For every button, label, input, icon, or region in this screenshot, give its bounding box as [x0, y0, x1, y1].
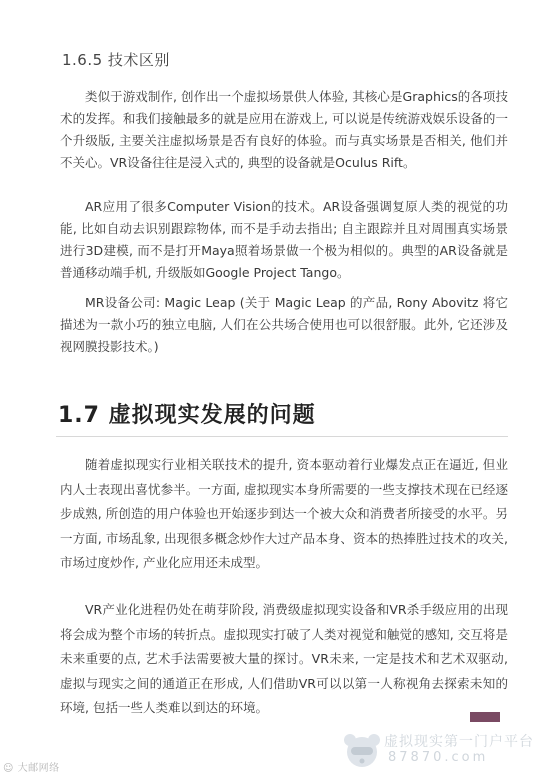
section-divider	[56, 436, 508, 437]
subsection-title: 1.6.5 技术区别	[62, 51, 170, 69]
page-corner-mark	[470, 712, 500, 722]
bear-logo-icon	[340, 728, 384, 772]
watermark-left: ☺ 大邮网络	[3, 763, 60, 774]
watermark-right	[340, 728, 550, 773]
paragraph-vr-definition: 类似于游戏制作, 创作出一个虚拟场景供人体验, 其核心是Graphics的各项技术的发挥。和我们接触最多的就是应用在游戏上, 可以说是传统游戏娱乐设备的一个升级版, 主要关注虚拟场景是否有良好的体验。而与真实场景是否相关, 他们并不关心。VR设备往往是浸入式的, 典型的设备就是Oculus Rift。	[60, 89, 508, 170]
watermark-site-url: 87870.com	[388, 750, 489, 765]
paragraph-industry-status: 随着虚拟现实行业相关联技术的提升, 资本驱动着行业爆发点正在逼近, 但业内人士表现出喜忧参半。一方面, 虚拟现实本身所需要的一些支撑技术现在已经逐步成熟, 所创造的用户体验也开始逐步到达一个被大众和消费者所接受的水平。另一方面, 市场乱象, 出现很多概念炒作大过产品本身、资本的热捧胜过技术的攻关, 市场过度炒作, 产业化应用还未成型。	[60, 457, 508, 570]
section-title: 1.7 虚拟现实发展的问题	[58, 403, 316, 428]
paragraph-ar-definition: AR应用了很多Computer Vision的技术。AR设备强调复原人类的视觉的功能, 比如自动去识别跟踪物体, 而不是手动去指出; 自主跟踪并且对周围真实场景进行3D建模, 而不是打开Maya照着场景做一个极为相似的。典型的AR设备就是普通移动端手机, 升级版如Google Project Tango。	[60, 199, 508, 280]
paragraph-industry-outlook: VR产业化进程仍处在萌芽阶段, 消费级虚拟现实设备和VR杀手级应用的出现将会成为整个市场的转折点。虚拟现实打破了人类对视觉和触觉的感知, 交互将是未来重要的点, 艺术手法需要被大量的探讨。VR未来, 一定是技术和艺术双驱动, 虚拟与现实之间的通道正在形成, 人们借助VR可以以第一人称视角去探索未知的环境, 包括一些人类难以到达的环境。	[60, 602, 508, 715]
watermark-site-name: 虚拟现实第一门户平台	[384, 734, 534, 750]
paragraph-mr-definition: MR设备公司: Magic Leap (关于 Magic Leap 的产品, Rony Abovitz 将它描述为一款小巧的独立电脑, 人们在公共场合使用也可以很舒服。此外, 它还涉及视网膜投影技术。)	[60, 295, 508, 354]
